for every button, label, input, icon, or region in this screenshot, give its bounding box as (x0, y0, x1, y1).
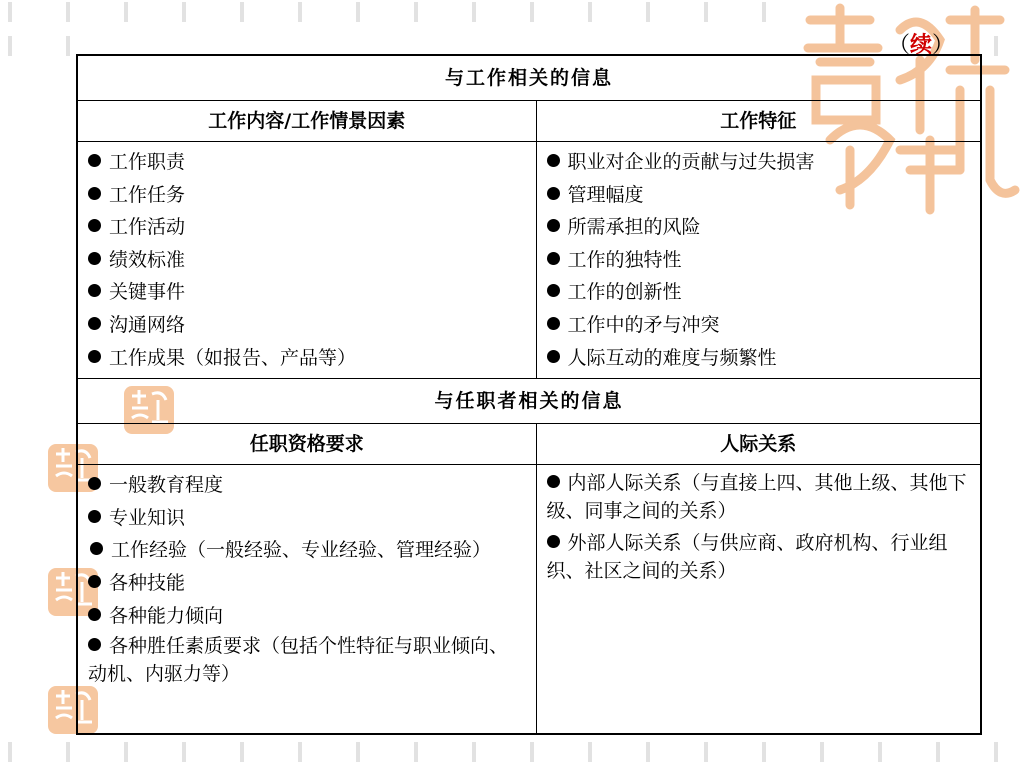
list-item: 工作活动 (88, 211, 530, 244)
bullet-icon (88, 608, 101, 621)
list-item: 绩效标准 (88, 244, 530, 277)
bullet-icon (88, 510, 101, 523)
section-title: 与工作相关的信息 (77, 55, 981, 101)
bullet-icon (90, 542, 103, 555)
list-item: 一般教育程度 (88, 469, 530, 502)
bullet-icon (88, 317, 101, 330)
bullet-icon (88, 252, 101, 265)
bullet-icon (547, 350, 560, 363)
list-item: 工作的独特性 (547, 244, 975, 277)
list-cell (536, 142, 981, 379)
job-info-table (76, 54, 982, 735)
bullet-icon (547, 475, 560, 488)
list-item: 外部人际关系（与供应商、政府机构、行业组织、社区之间的关系） (546, 532, 948, 583)
list-item: 工作的创新性 (547, 276, 975, 309)
column-header: 人际关系 (536, 424, 981, 465)
list-item: 沟通网络 (88, 309, 530, 342)
list-item: 工作经验（一般经验、专业经验、管理经验） (88, 534, 524, 567)
list-cell (77, 142, 536, 379)
list-item: 关键事件 (88, 276, 530, 309)
list-item: 职业对企业的贡献与过失损害 (547, 146, 975, 179)
list-item: 所需承担的风险 (547, 211, 975, 244)
list-item: 工作任务 (88, 179, 530, 212)
bullet-icon (88, 350, 101, 363)
bullet-icon (547, 535, 560, 548)
list-item: 工作中的矛与冲突 (547, 309, 975, 342)
continued-text: 续 (910, 32, 933, 58)
list-item: 各种能力倾向 (88, 600, 530, 633)
list-item: 专业知识 (88, 502, 530, 535)
column-header: 任职资格要求 (77, 424, 536, 465)
bullet-icon (547, 252, 560, 265)
bullet-icon (88, 575, 101, 588)
bullet-icon (88, 154, 101, 167)
bullet-icon (88, 477, 101, 490)
list-item: 各种胜任素质要求（包括个性特征与职业倾向、动机、内驱力等） (88, 635, 509, 686)
bullet-icon (547, 219, 560, 232)
column-header: 工作内容/工作情景因素 (77, 101, 536, 142)
list-item: 工作职责 (88, 146, 530, 179)
bullet-icon (547, 317, 560, 330)
section-title: 与任职者相关的信息 (77, 379, 981, 424)
list-cell (77, 465, 536, 735)
bullet-icon (547, 154, 560, 167)
bullet-icon (547, 284, 560, 297)
bullet-icon (88, 638, 101, 651)
continued-label: （续） (888, 32, 955, 58)
list-item: 工作成果（如报告、产品等） (88, 342, 530, 375)
list-cell (536, 465, 981, 735)
column-header: 工作特征 (536, 101, 981, 142)
bullet-icon (547, 187, 560, 200)
bullet-icon (88, 219, 101, 232)
list-item: 内部人际关系（与直接上四、其他上级、其他下级、同事之间的关系） (546, 472, 967, 523)
list-item: 人际互动的难度与频繁性 (547, 342, 975, 375)
bullet-icon (88, 187, 101, 200)
list-item: 各种技能 (88, 567, 530, 600)
list-item: 管理幅度 (547, 179, 975, 212)
bullet-icon (88, 284, 101, 297)
